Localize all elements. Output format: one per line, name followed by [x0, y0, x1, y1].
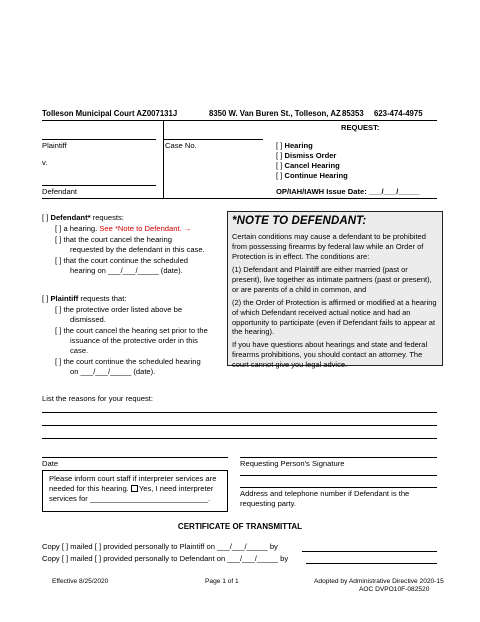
footer-adopted: Adopted by Administrative Directive 2020-15: [314, 578, 444, 585]
plaintiff-line[interactable]: [42, 139, 156, 140]
date-line[interactable]: [42, 457, 228, 458]
certificate-row-plaintiff[interactable]: Copy [ ] mailed [ ] provided personally to Plaintiff on ___/___/_____ by: [42, 542, 278, 551]
caption-bottom-rule: [42, 198, 437, 199]
footer-page: Page 1 of 1: [205, 578, 239, 585]
court-zip: 85353: [342, 109, 364, 118]
header-rule: [42, 120, 437, 121]
defendant-label: Defendant: [42, 187, 78, 196]
note-paragraph-2: (1) Defendant and Plaintiff are either married (past or present), live together as intimate partners (past or present), or are parents of a child in common, and: [232, 265, 432, 294]
case-no-line[interactable]: [163, 139, 263, 140]
case-no-label: Case No.: [165, 141, 197, 150]
footer-effective: Effective 8/25/2020: [52, 578, 109, 585]
defendant-item-cancel[interactable]: [ ] that the court cancel the hearing requested by the defendant in this case.: [55, 235, 205, 255]
signature-line[interactable]: [240, 457, 437, 458]
request-option-dismiss[interactable]: [ ] Dismiss Order: [276, 151, 337, 161]
request-option-cancel[interactable]: [ ] Cancel Hearing: [276, 161, 340, 171]
interpreter-checkbox[interactable]: [131, 485, 138, 492]
footer-form-no: AOC DVPO10F-082520: [359, 586, 430, 593]
signature-label: Requesting Person's Signature: [240, 459, 345, 468]
address-line-1[interactable]: [240, 475, 437, 476]
reasons-line-3[interactable]: [42, 438, 437, 439]
interpreter-services-field[interactable]: services for ____________________________.: [49, 493, 211, 503]
defendant-requests-label: Defendant*: [50, 213, 91, 222]
plaintiff-label: Plaintiff: [42, 141, 67, 150]
request-option-continue[interactable]: [ ] Continue Hearing: [276, 171, 348, 181]
reasons-line-1[interactable]: [42, 412, 437, 413]
plaintiff-item-dismiss[interactable]: [ ] the protective order listed above be dismissed.: [55, 305, 183, 325]
interpreter-line-1: Please inform court staff if interpreter services are: [49, 474, 217, 483]
plaintiff-requests[interactable]: [ ] Plaintiff requests that:: [42, 294, 127, 303]
note-paragraph-4: If you have questions about hearings and state and federal firearms prohibitions, you should contact an attorney. The court cannot give you legal advice.: [232, 340, 428, 370]
address-line-2[interactable]: [240, 487, 437, 488]
defendant-item-continue[interactable]: [ ] that the court continue the scheduled hearing on ___/___/_____ (date).: [55, 256, 189, 276]
date-label: Date: [42, 459, 59, 468]
see-note-link: See *Note to Defendant. →: [99, 224, 192, 233]
court-phone: 623-474-4975: [374, 109, 423, 118]
address-label: Address and telephone number if Defendant is the requesting party.: [240, 489, 410, 509]
certificate-plaintiff-by-line[interactable]: [302, 551, 437, 552]
case-caption-divider: [163, 120, 164, 198]
request-heading: REQUEST:: [341, 123, 380, 132]
interpreter-line-2: needed for this hearing. Yes, I need interpreter: [49, 483, 214, 493]
interpreter-box: [42, 470, 228, 512]
certificate-row-defendant[interactable]: Copy [ ] mailed [ ] provided personally to Defendant on ___/___/_____ by: [42, 554, 289, 563]
reasons-line-2[interactable]: [42, 425, 437, 426]
defendant-requests[interactable]: [ ] Defendant* requests:: [42, 213, 124, 222]
court-name: Tolleson Municipal Court AZ007131J: [42, 109, 178, 118]
plaintiff-item-cancel[interactable]: [ ] the court cancel the hearing set prior to the issuance of the protective order in this case.: [55, 326, 208, 356]
request-options: [276, 141, 348, 181]
plaintiff-requests-label: Plaintiff: [50, 294, 79, 303]
note-paragraph-3: (2) the Order of Protection is affirmed or modified at a hearing of which Defendant received actual notice and had an opportunity to participate (even if Defendant fails to appear at the hearing).: [232, 297, 437, 337]
defendant-line[interactable]: [42, 185, 156, 186]
court-address: 8350 W. Van Buren St., Tolleson, AZ: [209, 109, 341, 118]
note-title: *NOTE TO DEFENDANT:: [232, 215, 367, 227]
request-option-hearing[interactable]: [ ] Hearing: [276, 141, 313, 150]
issue-date-field[interactable]: OP/IAH/IAWH Issue Date: ___/___/_____: [276, 187, 420, 196]
versus-label: v.: [42, 158, 48, 167]
certificate-title: CERTIFICATE OF TRANSMITTAL: [177, 522, 303, 531]
note-paragraph-1: Certain conditions may cause a defendant to be prohibited from possessing firearms by federal law while an Order of Protection is in effect. The conditions are:: [232, 232, 426, 262]
defendant-item-hearing[interactable]: [ ] a hearing. See *Note to Defendant. →: [55, 224, 192, 233]
plaintiff-item-continue[interactable]: [ ] the court continue the scheduled hearing on ___/___/_____ (date).: [55, 357, 201, 377]
certificate-defendant-by-line[interactable]: [306, 563, 437, 564]
note-to-defendant-box: [227, 211, 443, 370]
reasons-label: List the reasons for your request:: [42, 394, 154, 403]
